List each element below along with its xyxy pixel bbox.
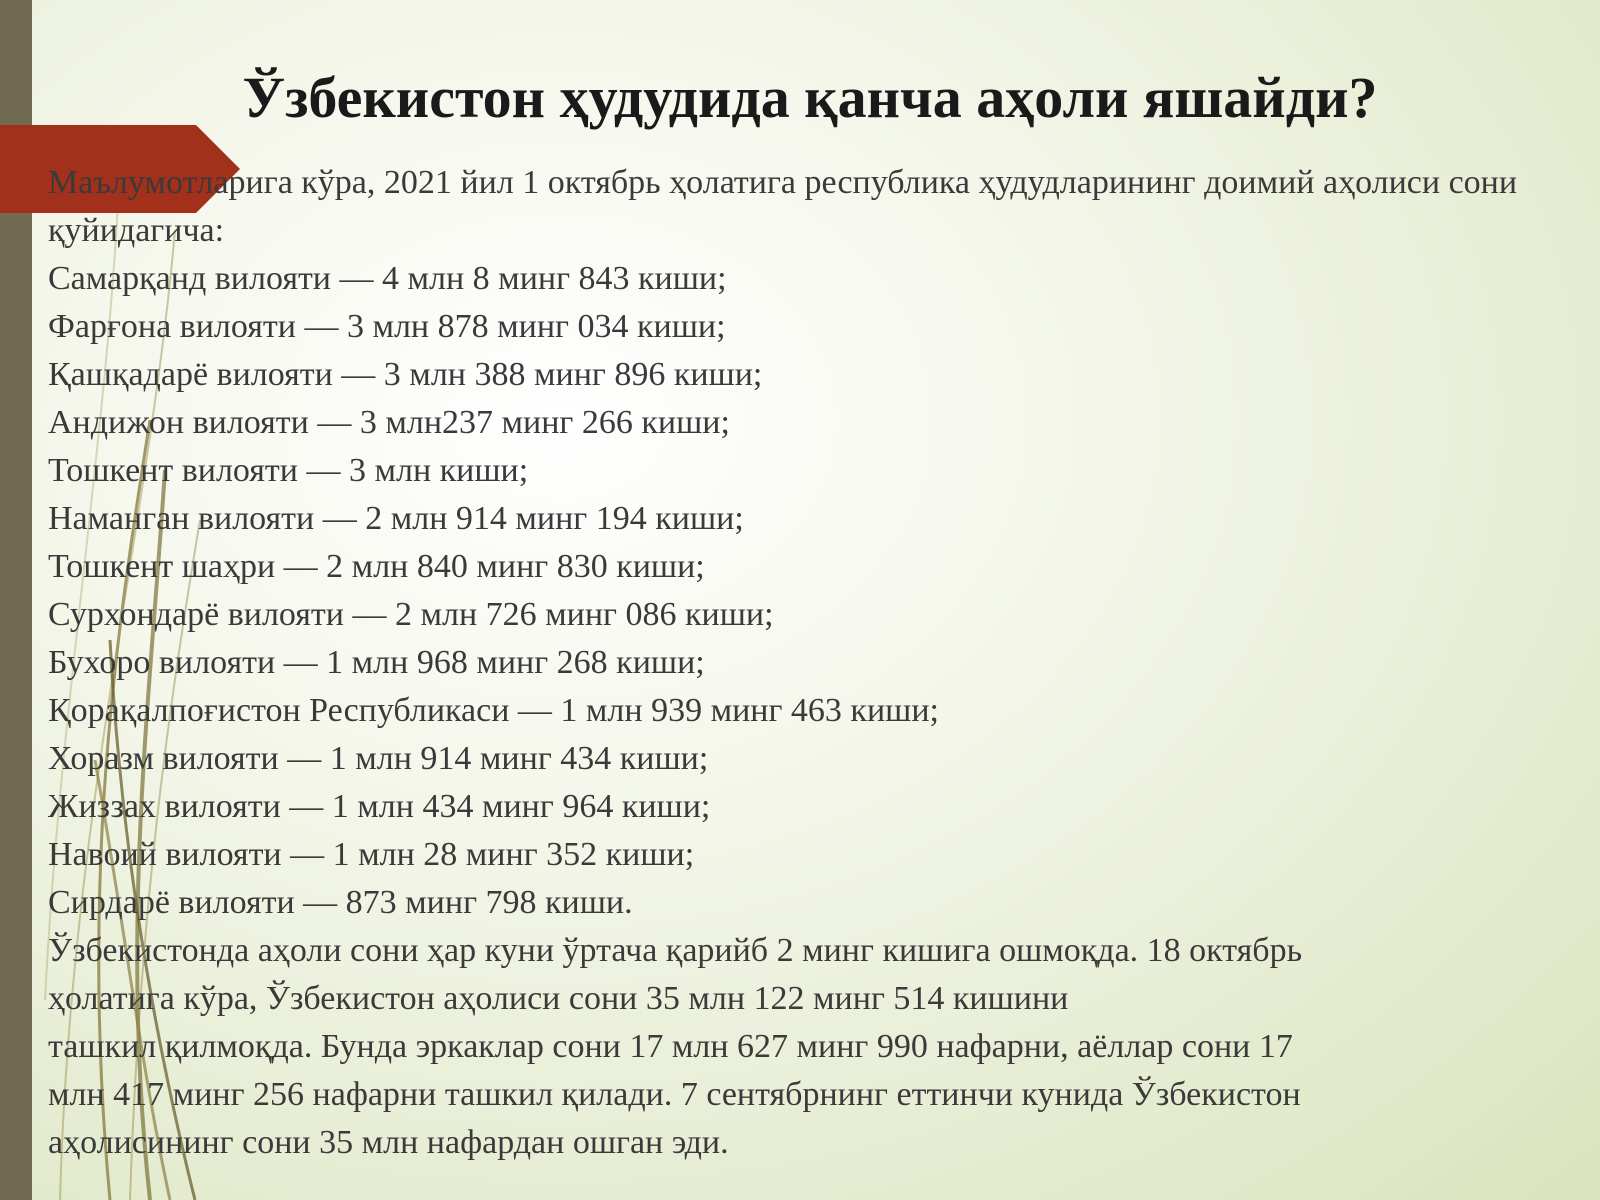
closing-line: млн 417 минг 256 нафарни ташкил қилади. 7 сентябрнинг еттинчи кунида Ўзбекистон <box>48 1076 1301 1113</box>
region-item: Сурхондарё вилояти — 2 млн 726 минг 086 киши; <box>48 596 774 633</box>
region-item: Самарқанд вилояти — 4 млн 8 минг 843 киши; <box>48 260 727 297</box>
region-item: Бухоро вилояти — 1 млн 968 минг 268 киши; <box>48 644 705 681</box>
region-item: Андижон вилояти — 3 млн237 минг 266 киши; <box>48 404 730 441</box>
region-item: Наманган вилояти — 2 млн 914 минг 194 киши; <box>48 500 744 537</box>
region-item: Сирдарё вилояти — 873 минг 798 киши. <box>48 884 633 921</box>
slide-body <box>48 159 1558 1167</box>
intro-paragraph: Маълумотларига кўра, 2021 йил 1 октябрь ҳолатига республика ҳудудларининг доимий аҳолиси сони қуйидагича: <box>48 164 1518 249</box>
region-item: Қорақалпоғистон Республикаси — 1 млн 939 минг 463 киши; <box>48 692 939 729</box>
region-item: Жиззах вилояти — 1 млн 434 минг 964 киши; <box>48 788 711 825</box>
closing-line: ташкил қилмоқда. Бунда эркаклар сони 17 млн 627 минг 990 нафарни, аёллар сони 17 <box>48 1028 1293 1065</box>
region-item: Навоий вилояти — 1 млн 28 минг 352 киши; <box>48 836 695 873</box>
slide-title: Ўзбекистон ҳудудида қанча аҳоли яшайди? <box>242 65 1378 130</box>
region-item: Хоразм вилояти — 1 млн 914 минг 434 киши; <box>48 740 709 777</box>
region-item: Қашқадарё вилояти — 3 млн 388 минг 896 киши; <box>48 356 763 393</box>
closing-line: Ўзбекистонда аҳоли сони ҳар куни ўртача қарийб 2 минг кишига ошмоқда. 18 октябрь <box>48 932 1303 969</box>
region-item: Тошкент шаҳри — 2 млн 840 минг 830 киши; <box>48 548 705 585</box>
region-item: Фарғона вилояти — 3 млн 878 минг 034 киши; <box>48 308 726 345</box>
closing-line: аҳолисининг сони 35 млн нафардан ошган эди. <box>48 1124 729 1161</box>
closing-line: ҳолатига кўра, Ўзбекистон аҳолиси сони 35 млн 122 минг 514 кишини <box>48 980 1069 1017</box>
region-item: Тошкент вилояти — 3 млн киши; <box>48 452 529 489</box>
